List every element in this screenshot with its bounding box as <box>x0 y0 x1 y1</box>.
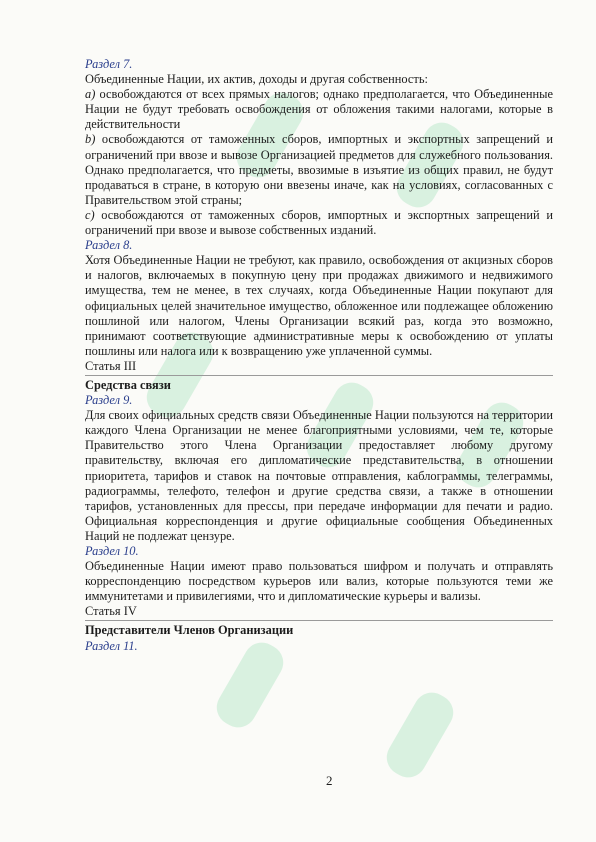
page-number: 2 <box>326 773 333 788</box>
section-8-text: Хотя Объединенные Нации не требуют, как правило, освобождения от акцизных сборов и налогов, включаемых в покупную цену при продажах движимого и недвижимого имущества, тем не менее, в тех случаях, когда Объединенные Нации покупают для официальных целей значительное имущество, обложенное или подлежащее обложению пошлиной или налогом, Члены Организации всякий раз, когда это возможно, принимают соответствующие административные меры к освобождению от уплаты пошлины или налога или к возвращению уже уплаченной суммы. <box>85 253 553 358</box>
section-11-label: Раздел 11. <box>85 638 138 653</box>
document-page <box>85 57 553 654</box>
section-10-label: Раздел 10. <box>85 544 139 558</box>
article-3-title: Средства связи <box>85 377 171 392</box>
section-7-intro: Объединенные Нации, их актив, доходы и другая собственность: <box>85 72 428 87</box>
article-4-label: Статья IV <box>85 604 137 619</box>
item-marker: a) <box>85 87 96 102</box>
section-7-item-c: c) освобождаются от таможенных сборов, импортных и экспортных запрещений и ограничений при ввозе и вывозе собственных изданий. <box>85 207 553 238</box>
item-marker: c) <box>85 207 95 222</box>
section-7-item-b: b) освобождаются от таможенных сборов, импортных и экспортных запрещений и ограничений при ввозе и вывозе Организацией предметов для служебного пользования. Однако предполагается, что предметы, ввозимые в изъятие из общих правил, не будут продаваться в стране, в которую они ввезены иначе, как на условиях, согласованных с Правительством этой страны; <box>85 132 553 207</box>
divider <box>85 620 553 621</box>
section-8-label: Раздел 8. <box>85 238 133 253</box>
section-9-text: Для своих официальных средств связи Объединенные Нации пользуются на территории каждого Члена Организации не менее благоприятными условиями, чем те, которые Правительство этого Члена Организации предоставляет любому другому правительству, включая его дипломатические представительства, в отношении приоритета, тарифов и ставок на почтовые отправления, каблограммы, телеграммы, радиограммы, телефото, телефон и другие средства связи, а также в отношении тарифов, установленных для прессы, при передаче информации для печати и радио. Официальная корреспонденция и другие официальные сообщения Объединенных Наций не подлежат цензуре. <box>85 408 553 543</box>
section-7-label: Раздел 7. <box>85 57 133 71</box>
article-4-title: Представители Членов Организации <box>85 623 294 638</box>
section-7-item-a: a) освобождаются от всех прямых налогов; однако предполагается, что Объединенные Нации не будут требовать освобождения от обложения такими налогами, которые в действительности <box>85 87 553 132</box>
section-9-label: Раздел 9. <box>85 393 133 408</box>
divider <box>85 375 553 376</box>
item-marker: b) <box>85 132 96 147</box>
section-10-text: Объединенные Нации имеют право пользоваться шифром и получать и отправлять корреспонденцию посредством курьеров или вализ, которые пользуются теми же иммунитетами и привилегиями, что и дипломатические курьеры и вализы. <box>85 559 553 604</box>
article-3-label: Статья III <box>85 358 137 373</box>
